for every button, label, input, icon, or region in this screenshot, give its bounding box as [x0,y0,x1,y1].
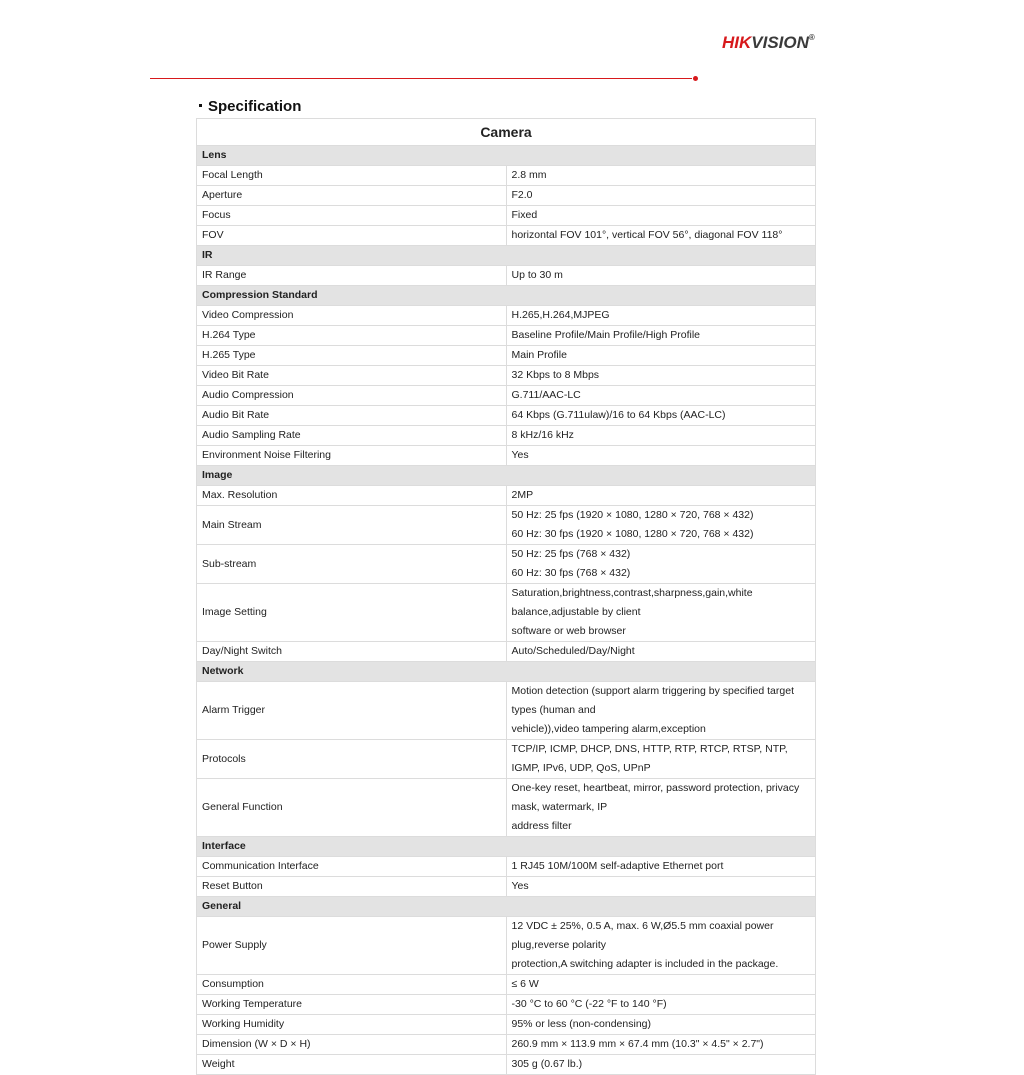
table-row [197,740,816,779]
spec-key: Focal Length [197,166,507,186]
table-title: Camera [197,119,816,146]
table-row [197,346,816,366]
spec-key: Video Compression [197,306,507,326]
spec-value-line: 50 Hz: 25 fps (1920 × 1080, 1280 × 720, 768 × 432) [511,509,754,521]
spec-value-line: 12 VDC ± 25%, 0.5 A, max. 6 W,Ø5.5 mm coaxial power plug,reverse polarity [511,920,774,951]
spec-value-line: 64 Kbps (G.711ulaw)/16 to 64 Kbps (AAC-LC) [511,409,726,421]
table-row [197,1055,816,1075]
bullet-icon [199,104,202,107]
spec-key: Communication Interface [197,857,507,877]
spec-key: Sub-stream [197,545,507,584]
category-label: General [197,897,816,917]
spec-value-line: 1 RJ45 10M/100M self-adaptive Ethernet port [511,860,724,872]
table-row [197,406,816,426]
spec-value-line: protection,A switching adapter is included in the package. [511,958,779,970]
category-row [197,246,816,266]
category-label: IR [197,246,816,266]
spec-key: Weight [197,1055,507,1075]
spec-value [506,206,816,226]
spec-value [506,642,816,662]
table-row [197,326,816,346]
spec-key: H.264 Type [197,326,507,346]
spec-key: Day/Night Switch [197,642,507,662]
spec-value-line: -30 °C to 60 °C (-22 °F to 140 °F) [511,998,667,1010]
spec-value-line: Main Profile [511,349,567,361]
spec-value-line: address filter [511,820,572,832]
category-row [197,897,816,917]
spec-value-line: Baseline Profile/Main Profile/High Profile [511,329,701,341]
spec-value-line: H.265,H.264,MJPEG [511,309,610,321]
spec-value-line: Up to 30 m [511,269,563,281]
category-label: Network [197,662,816,682]
spec-value-line: 95% or less (non-condensing) [511,1018,651,1030]
spec-value [506,166,816,186]
table-row [197,857,816,877]
table-row [197,779,816,837]
spec-value [506,1055,816,1075]
spec-value-line: software or web browser [511,625,626,637]
category-row [197,146,816,166]
table-row [197,682,816,740]
spec-value [506,326,816,346]
spec-value-line: One-key reset, heartbeat, mirror, password protection, privacy mask, watermark, IP [511,782,800,813]
spec-value [506,975,816,995]
spec-value [506,779,816,837]
category-row [197,466,816,486]
table-row [197,1035,816,1055]
category-label: Image [197,466,816,486]
spec-value [506,584,816,642]
brand-logo-reg: ® [808,33,815,42]
header-divider-dot [693,76,698,81]
spec-value-line: 305 g (0.67 lb.) [511,1058,583,1070]
table-row [197,446,816,466]
spec-key: Video Bit Rate [197,366,507,386]
table-row [197,975,816,995]
spec-key: Reset Button [197,877,507,897]
table-row [197,486,816,506]
category-row [197,286,816,306]
spec-value-line: Saturation,brightness,contrast,sharpness,gain,white balance,adjustable by client [511,587,753,618]
spec-value-line: G.711/AAC-LC [511,389,581,401]
spec-key: Working Temperature [197,995,507,1015]
spec-key: General Function [197,779,507,837]
spec-value-line: 60 Hz: 30 fps (1920 × 1080, 1280 × 720, 768 × 432) [511,528,754,540]
spec-value [506,995,816,1015]
spec-value [506,1015,816,1035]
table-row [197,186,816,206]
spec-value [506,186,816,206]
spec-value-line: Motion detection (support alarm triggering by specified target types (human and [511,685,794,716]
spec-value [506,1035,816,1055]
spec-key: Audio Sampling Rate [197,426,507,446]
table-row [197,545,816,584]
spec-value [506,877,816,897]
spec-key: Main Stream [197,506,507,545]
spec-key: Protocols [197,740,507,779]
spec-value-line: Fixed [511,209,538,221]
spec-key: H.265 Type [197,346,507,366]
table-row [197,366,816,386]
spec-value [506,426,816,446]
spec-value-line: vehicle)),video tampering alarm,exception [511,723,706,735]
spec-value [506,545,816,584]
spec-key: Alarm Trigger [197,682,507,740]
spec-value-line: 8 kHz/16 kHz [511,429,574,441]
spec-value [506,917,816,975]
section-title-text: Specification [208,98,302,115]
spec-value-line: Yes [511,880,529,892]
table-row [197,386,816,406]
spec-value [506,857,816,877]
spec-value-line: 32 Kbps to 8 Mbps [511,369,600,381]
spec-value [506,446,816,466]
spec-value [506,682,816,740]
table-row [197,995,816,1015]
spec-key: Power Supply [197,917,507,975]
spec-key: Aperture [197,186,507,206]
brand-logo-part1: HIK [722,33,752,52]
spec-key: Working Humidity [197,1015,507,1035]
table-row [197,166,816,186]
spec-value-line: Auto/Scheduled/Day/Night [511,645,635,657]
spec-value [506,266,816,286]
spec-value-line: 2MP [511,489,534,501]
table-row [197,306,816,326]
table-row [197,917,816,975]
category-label: Compression Standard [197,286,816,306]
spec-key: IR Range [197,266,507,286]
spec-key: Focus [197,206,507,226]
table-title-row [197,119,816,146]
spec-value [506,346,816,366]
spec-value [506,386,816,406]
table-row [197,206,816,226]
spec-value-line: 50 Hz: 25 fps (768 × 432) [511,548,631,560]
spec-key: Audio Compression [197,386,507,406]
spec-value-line: horizontal FOV 101°, vertical FOV 56°, diagonal FOV 118° [511,229,783,241]
spec-value-line: F2.0 [511,189,533,201]
spec-value [506,366,816,386]
spec-key: Audio Bit Rate [197,406,507,426]
table-row [197,642,816,662]
table-row [197,1015,816,1035]
spec-value [506,306,816,326]
spec-value-line: 2.8 mm [511,169,547,181]
spec-value [506,406,816,426]
table-row [197,226,816,246]
spec-key: Dimension (W × D × H) [197,1035,507,1055]
spec-key: Environment Noise Filtering [197,446,507,466]
brand-logo-part2: VISION [751,33,809,52]
spec-value [506,486,816,506]
category-label: Lens [197,146,816,166]
spec-table [196,118,816,1075]
category-label: Interface [197,837,816,857]
spec-value-line: Yes [511,449,529,461]
category-row [197,662,816,682]
section-title [199,98,301,115]
spec-value-line: 60 Hz: 30 fps (768 × 432) [511,567,631,579]
table-row [197,426,816,446]
table-row [197,506,816,545]
table-row [197,877,816,897]
spec-value-line: ≤ 6 W [511,978,539,990]
spec-value [506,226,816,246]
spec-key: FOV [197,226,507,246]
spec-value-line: TCP/IP, ICMP, DHCP, DNS, HTTP, RTP, RTCP, RTSP, NTP, IGMP, IPv6, UDP, QoS, UPnP [511,743,788,774]
spec-key: Consumption [197,975,507,995]
brand-logo [722,33,815,53]
spec-value [506,740,816,779]
spec-key: Image Setting [197,584,507,642]
header-divider [150,78,692,79]
table-row [197,266,816,286]
category-row [197,837,816,857]
spec-value-line: 260.9 mm × 113.9 mm × 67.4 mm (10.3" × 4.5" × 2.7") [511,1038,764,1050]
spec-value [506,506,816,545]
spec-key: Max. Resolution [197,486,507,506]
table-row [197,584,816,642]
